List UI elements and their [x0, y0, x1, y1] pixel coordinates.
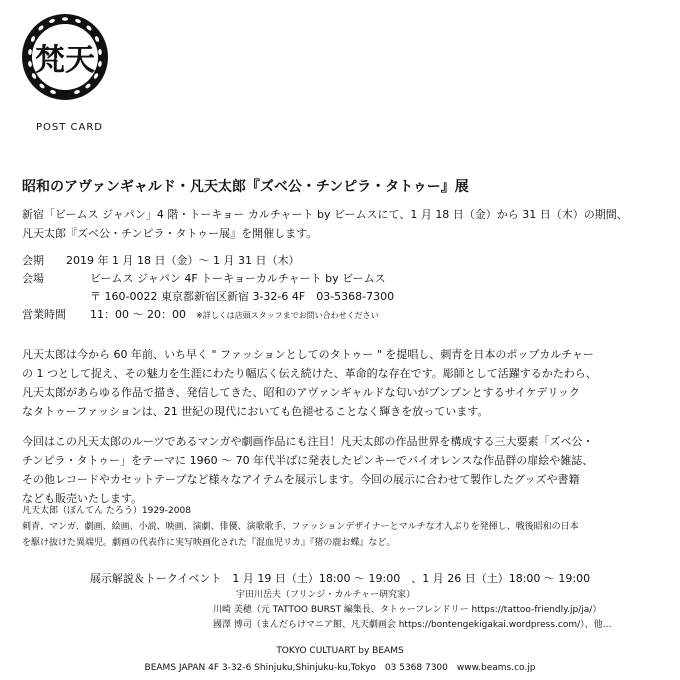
paragraph-line: その他レコードやカセットテープなど様々なアイテムを展示します。今回の展示に合わせて製作したグッズや書籍 [22, 473, 580, 486]
period-value: 2019 年 1 月 18 日（金）～ 1 月 31 日（木） [66, 254, 300, 267]
intro-text [22, 205, 628, 243]
bonten-seal-icon [20, 12, 110, 102]
post-card-label: POST CARD [36, 122, 104, 133]
intro-line: 新宿「ビームス ジャパン」4 階・トーキョー カルチャート by ビームスにて、1 月 18 日（金）から 31 日（木）の期間、 [22, 208, 628, 221]
seal-text: 梵天 [35, 43, 95, 78]
period-label: 会期 [22, 254, 44, 267]
speaker-item: 川崎 美穂（元 TATTOO BURST 編集長、タトゥーフレンドリー https://tattoo-friendly.jp/ja/） [213, 605, 602, 615]
venue-value: ビームス ジャパン 4F トーキョーカルチャート by ビームス [90, 272, 386, 285]
paragraph-line: なども販売いたします。 [22, 492, 143, 505]
address-value: 〒 160-0022 東京都新宿区新宿 3-32-6 4F 03-5368-7300 [90, 290, 395, 303]
intro-line: 凡天太郎『ズベ公・チンピラ・タトゥー展』を開催します。 [22, 227, 318, 240]
description-paragraph-2 [22, 432, 594, 508]
bio-line: を駆け抜けた異端児。劇画の代表作に実写映画化された『混血児リカ』『猪の鹿お蝶』など。 [22, 538, 396, 548]
paragraph-line: 凡天太郎は今から 60 年前、いち早く " ファッションとしてのタトゥー " を提唱し、刺青を日本のポップカルチャー [22, 348, 594, 361]
hours-note: ※詳しくは店頭スタッフまでお問い合わせください [195, 311, 379, 320]
speaker-item: 國澤 博司（まんだらけマニア館、凡天劇画会 https://bontengekigakai.wordpress.com/）、他… [213, 620, 612, 630]
page-title: 昭和のアヴァンギャルド・凡天太郎『ズベ公・チンピラ・タトゥー』展 [22, 179, 469, 195]
description-paragraph-1 [22, 345, 597, 421]
speaker-item: 宇田川岳夫（フリンジ・カルチャー研究家） [236, 590, 416, 600]
footer-address: BEAMS JAPAN 4F 3-32-6 Shinjuku,Shinjuku-ku,Tokyo 03 5368 7300 www.beams.co.jp [144, 663, 536, 673]
paragraph-line: 凡天太郎があらゆる作品で描き、発信してきた、昭和のアヴァンギャルドな匂いがプンプンとするサイケデリック [22, 386, 580, 399]
hours-value: 11：00 ～ 20：00 [90, 308, 186, 321]
bio-line: 刺青、マンガ、劇画、絵画、小説、映画、演劇、俳優、演歌歌手、ファッションデザイナーとマルチな才人ぶりを発揮し、戦後昭和の日本 [22, 522, 579, 532]
hours-label: 営業時間 [22, 308, 66, 321]
paragraph-line: なタトゥーファッションは、21 世紀の現代においても色褪せることなく輝きを放っています。 [22, 405, 489, 418]
talk-event-line: 展示解説＆トークイベント 1 月 19 日（土）18:00 ～ 19:00 、1 月 26 日（土）18:00 ～ 19:00 [89, 572, 591, 585]
speaker-list [213, 588, 612, 633]
paragraph-line: 今回はこの凡天太郎のルーツであるマンガや劇画作品にも注目！凡天太郎の作品世界を構成する三大要素「ズベ公・ [22, 435, 594, 448]
footer-shop-name: TOKYO CULTUART by BEAMS [276, 646, 404, 656]
bio-name: 凡天太郎（ぼんてん たろう）1929-2008 [22, 506, 191, 516]
paragraph-line: チンピラ・タトゥー」をテーマに 1960 ～ 70 年代半ばに発表したピンキーでバイオレンスな作品群の扉絵や雑誌、 [22, 454, 594, 467]
artist-bio [22, 503, 579, 551]
venue-label: 会場 [22, 272, 44, 285]
paragraph-line: の 1 つとして捉え、その魅力を生涯にわたり幅広く伝え続けた、革命的な存在です。彫師として活躍するかたわら、 [22, 367, 597, 380]
